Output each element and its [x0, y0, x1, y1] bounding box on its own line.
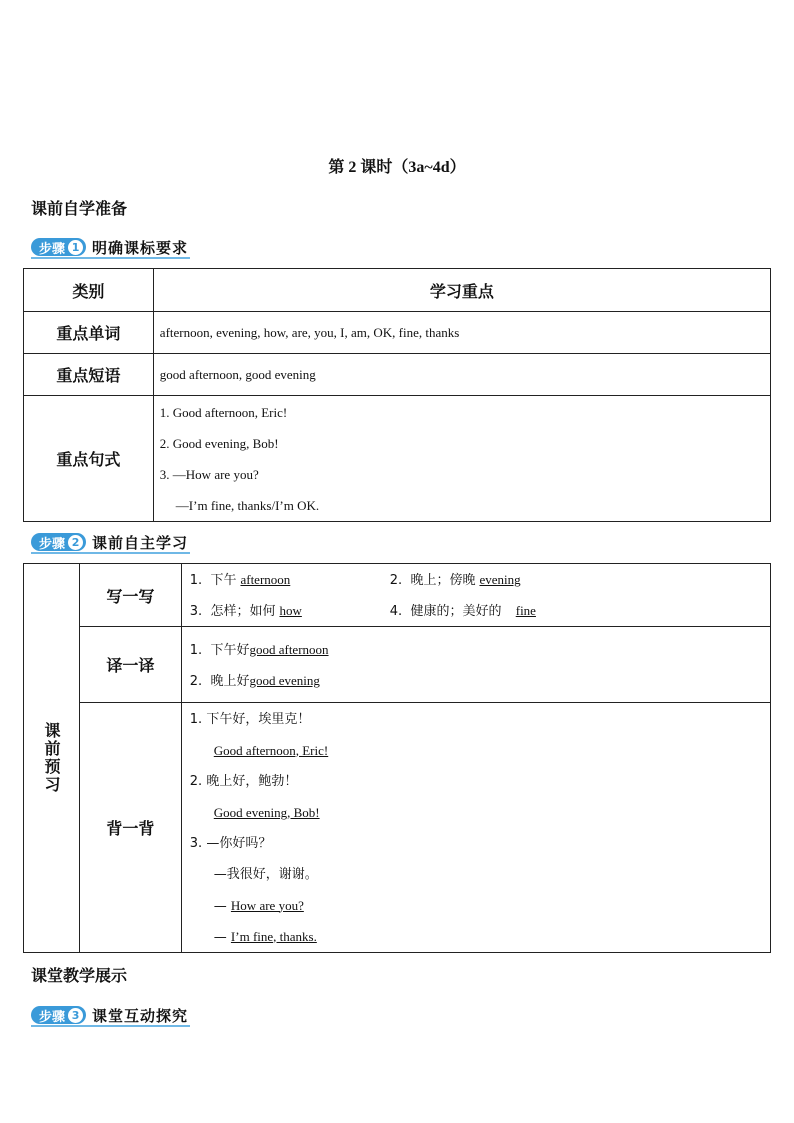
step-badge-text: 步骤: [39, 1009, 66, 1025]
item-prompt: 健康的；美好的: [410, 604, 502, 619]
table-row: [24, 627, 771, 703]
list-item: [190, 573, 307, 588]
table-row: [24, 354, 771, 396]
step-badge: [31, 533, 86, 551]
dash: —: [213, 929, 227, 945]
list-item: [390, 564, 525, 596]
step-label: 课堂互动探究: [92, 1006, 189, 1025]
item-number: 2.: [189, 673, 203, 689]
recite-items: [181, 703, 770, 953]
item-answer: how: [279, 603, 302, 618]
preview-table: [23, 563, 771, 953]
header-focus: 学习重点: [153, 269, 770, 312]
item-number: 3.: [189, 604, 203, 619]
write-line: [190, 564, 762, 595]
header-category: 类别: [24, 269, 154, 312]
item-prompt: 下午好: [210, 642, 250, 658]
row-content: good afternoon, good evening: [153, 354, 770, 396]
step-banner-3: [31, 1005, 190, 1027]
sentence-line: 2. Good evening, Bob!: [159, 435, 279, 451]
dash: —: [213, 898, 227, 914]
step-badge-text: 步骤: [39, 536, 66, 552]
recite-answer-line: [190, 735, 762, 766]
step-badge: [31, 238, 86, 256]
section-heading-classroom: 课堂教学展示: [31, 966, 128, 985]
step-number: 1: [68, 240, 83, 255]
item-answer: good evening: [249, 672, 320, 688]
table-row: [24, 396, 771, 522]
key-points-table: [23, 268, 771, 522]
row-category: 重点短语: [24, 354, 154, 396]
step-label: 明确课标要求: [92, 238, 189, 257]
recite-answer-line: [190, 797, 762, 828]
list-item: [190, 604, 308, 619]
item-prompt: 晚上好: [210, 673, 250, 689]
row-category: 重点单词: [24, 312, 154, 354]
recite-prompt: 1. 下午好，埃里克！: [189, 711, 311, 727]
recite-answer-line: [190, 921, 762, 952]
recite-prompt: 3. —你好吗？: [189, 835, 272, 851]
side-label-cell: [24, 564, 80, 953]
step-label: 课前自主学习: [92, 533, 189, 552]
sentence-line: —I’m fine, thanks/I’m OK.: [175, 497, 320, 513]
sentence-list: [153, 396, 770, 522]
table-row: [24, 564, 771, 627]
item-prompt: 晚上；傍晚: [410, 573, 476, 588]
item-number: 1.: [189, 642, 203, 658]
side-label: 课前预习: [41, 722, 61, 794]
item-answer: good afternoon: [249, 641, 329, 657]
item-answer: afternoon: [240, 572, 291, 587]
recite-answer: Good afternoon, Eric!: [213, 742, 329, 758]
item-number: 2.: [389, 573, 403, 588]
list-item: [190, 634, 762, 665]
row-category: 重点句式: [24, 396, 154, 522]
write-line: [190, 595, 762, 626]
sentence-line: 1. Good afternoon, Eric!: [159, 404, 288, 420]
sentence-line: 3. —How are you?: [159, 466, 259, 482]
page-title: 第 2 课时（3a~4d）: [328, 159, 466, 176]
table-header-row: [24, 269, 771, 312]
table-row: [24, 312, 771, 354]
item-prompt: 怎样；如何: [210, 604, 276, 619]
recite-answer: Good evening, Bob!: [213, 804, 320, 820]
step-badge-text: 步骤: [39, 241, 66, 257]
table-row: [24, 703, 771, 953]
item-answer: fine: [515, 603, 536, 618]
row-content: afternoon, evening, how, are, you, I, am, OK, fine, thanks: [153, 312, 770, 354]
translate-label: 译一译: [79, 627, 181, 703]
step-banner-1: [31, 237, 190, 259]
recite-label: 背一背: [79, 703, 181, 953]
item-prompt: 下午: [210, 573, 237, 588]
section-heading-preclass: 课前自学准备: [31, 199, 128, 218]
item-answer: evening: [479, 572, 521, 587]
step-badge: [31, 1006, 86, 1024]
translate-items: [181, 627, 770, 703]
list-item: [190, 665, 762, 696]
recite-prompt: 2. 晚上好，鲍勃！: [189, 773, 298, 789]
step-banner-2: [31, 532, 190, 554]
step-number: 2: [68, 535, 83, 550]
item-number: 4.: [389, 604, 403, 619]
item-number: 1.: [189, 573, 203, 588]
recite-answer: I’m fine, thanks.: [230, 928, 317, 944]
write-label: 写一写: [79, 564, 181, 627]
recite-answer: How are you?: [230, 897, 304, 913]
recite-answer-line: [190, 890, 762, 921]
list-item: [390, 595, 542, 627]
step-number: 3: [68, 1008, 83, 1023]
write-items: [181, 564, 770, 627]
recite-prompt: —我很好，谢谢。: [213, 866, 318, 882]
